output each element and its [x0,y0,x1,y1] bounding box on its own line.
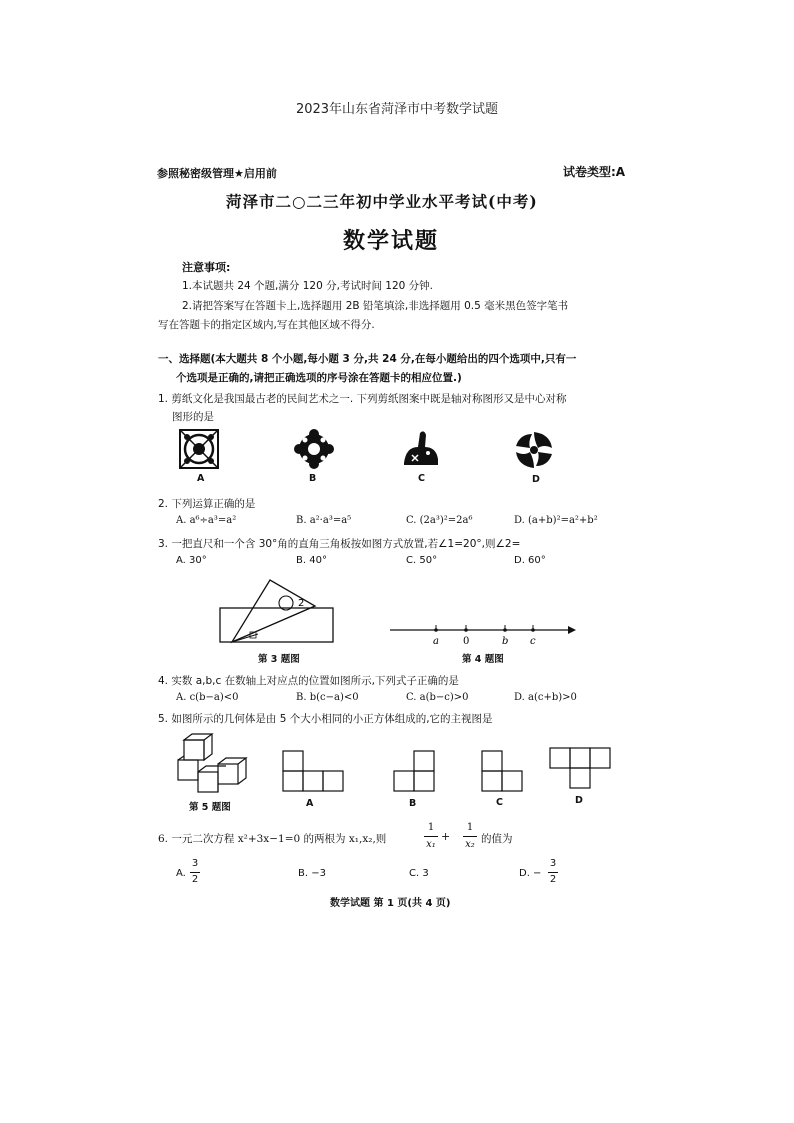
papercut-c-rabbit-icon [400,427,442,469]
q3-figure-ruler-triangle [218,578,338,646]
q6-option-a-prefix: A. [176,868,186,879]
notes-item-1: 1.本试题共 24 个题,满分 120 分,考试时间 120 分钟. [182,280,433,292]
papercut-a-icon [178,428,220,470]
q6-option-c: C. 3 [409,868,429,879]
ruler-shape [220,608,333,642]
q5-option-c-view [481,750,523,792]
q6-frac1-num: 1 [427,822,435,833]
paper-type: 试卷类型:A [563,165,626,179]
page-footer: 数学试题 第 1 页(共 4 页) [330,898,451,909]
notes-heading: 注意事项: [182,261,231,274]
q2-option-a: A. a⁶÷a³=a² [176,515,237,526]
q3-option-a: A. 30° [176,555,207,566]
q5-label-a: A [306,798,314,809]
exam-name: 菏泽市二○二三年初中学业水平考试(中考) [226,192,538,211]
q1-stem-line2: 图形的是 [172,411,214,423]
q5-label-d: D [575,795,583,806]
papercut-b-icon [293,428,335,470]
q4-fig-caption: 第 4 题图 [462,654,504,665]
q2-stem: 2. 下列运算正确的是 [158,498,256,510]
section1-line1: 一、选择题(本大题共 8 个小题,每小题 3 分,共 24 分,在每小题给出的四个选项中,只有一 [158,353,577,365]
q6-option-d-prefix: D. − [519,868,542,879]
q4-stem: 4. 实数 a,b,c 在数轴上对应点的位置如图所示,下列式子正确的是 [158,675,459,687]
notes-item-2-line2: 写在答题卡的指定区域内,写在其他区域不得分. [158,319,375,331]
q3-option-c: C. 50° [406,555,438,566]
q5-label-b: B [409,798,417,809]
q4-option-b: B. b(c−a)<0 [296,692,359,703]
q4-option-a: A. c(b−a)<0 [176,692,239,703]
q6-frac2-bar [463,836,477,837]
q5-option-d-view [549,747,611,789]
q3-fig-caption: 第 3 题图 [258,654,300,665]
q3-option-d: D. 60° [514,555,546,566]
q6-option-b: B. −3 [298,868,326,879]
q6-option-a-den: 2 [191,874,199,885]
q6-plus: + [441,830,451,843]
q6-frac2-den: x₂ [465,839,475,850]
axis-label-c: c [530,636,536,647]
q4-option-d: D. a(c+b)>0 [514,692,577,703]
subject-title: 数学试题 [343,228,440,254]
q6-option-d-den: 2 [549,874,557,885]
q5-fig-caption: 第 5 题图 [189,802,231,813]
q6-frac1-den: x₁ [426,839,436,850]
q5-stem: 5. 如图所示的几何体是由 5 个大小相同的小正方体组成的,它的主视图是 [158,713,493,725]
q6-option-d-bar [548,872,558,873]
q5-option-a-view [282,750,344,792]
q6-stem-end: 的值为 [481,833,513,845]
q5-label-c: C [496,797,503,808]
section1-line2: 个选项是正确的,请把正确选项的序号涂在答题卡的相应位置.) [176,372,462,384]
q1-label-c: C [418,473,425,484]
q2-option-b: B. a²·a³=a⁵ [296,515,352,526]
q1-stem-line1: 1. 剪纸文化是我国最古老的民间艺术之一. 下列剪纸图案中既是轴对称图形又是中心对称 [158,393,567,405]
notes-item-2-line1: 2.请把答案写在答题卡上,选择题用 2B 铅笔填涂,非选择题用 0.5 毫米黑色签字笔书 [182,300,569,312]
q6-stem: 6. 一元二次方程 x²+3x−1=0 的两根为 x₁,x₂,则 [158,833,387,845]
q5-option-b-view [393,750,435,792]
axis-label-0: 0 [463,636,470,647]
q3-stem: 3. 一把直尺和一个含 30°角的直角三角板按如图方式放置,若∠1=20°,则∠2= [158,538,521,550]
q3-option-b: B. 40° [296,555,327,566]
q6-option-d-num: 3 [549,858,557,869]
q1-label-a: A [197,473,205,484]
q6-option-a-num: 3 [191,858,199,869]
q6-frac1-bar [424,836,438,837]
q5-solid-figure [176,732,248,796]
arrow-right-icon [568,626,576,634]
q2-option-d: D. (a+b)²=a²+b² [514,515,598,526]
axis-label-b: b [502,636,509,647]
axis-label-a: a [433,636,439,647]
q1-label-b: B [309,473,317,484]
q1-label-d: D [532,474,540,485]
papercut-d-icon [514,430,554,470]
q6-option-a-bar [190,872,200,873]
secrecy-label: 参照秘密级管理★启用前 [157,167,277,180]
angle-2-label: 2 [298,598,305,609]
document-title: 2023年山东省菏泽市中考数学试题 [295,102,499,117]
q2-option-c: C. (2a³)²=2a⁶ [406,515,473,526]
q6-frac2-num: 1 [466,822,474,833]
q4-option-c: C. a(b−c)>0 [406,692,469,703]
